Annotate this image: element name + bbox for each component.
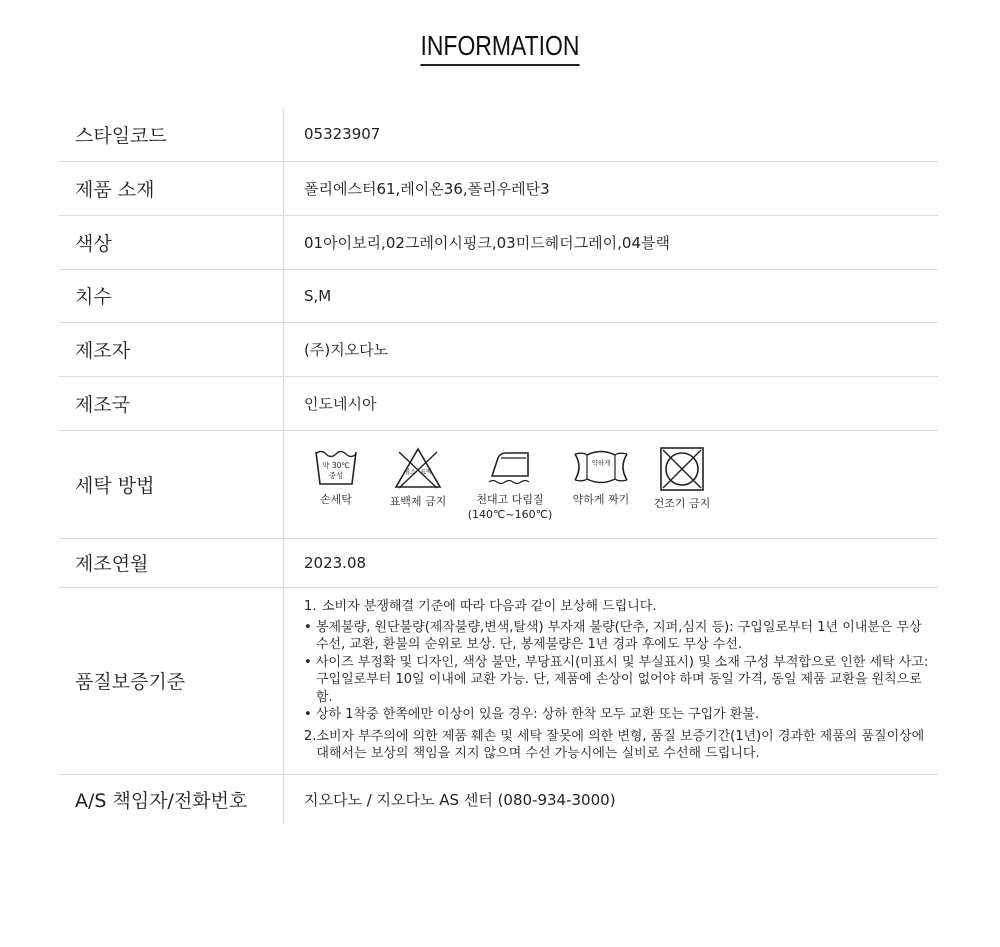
row-value: 지오다노 / 지오다노 AS 센터 (080-934-3000) (304, 790, 616, 809)
care-item (380, 446, 456, 509)
info-table (59, 108, 939, 824)
table-row (59, 322, 939, 376)
row-label: 세탁 방법 (59, 430, 284, 538)
care-top-text: 약 30℃ (322, 461, 350, 470)
list-item: • 봉제불량, 원단불량(제작불량,변색,탈색) 부자재 불량(단추, 지퍼,심지 등): 구입일로부터 1년 이내분은 무상수선, 교환, 환불의 순위로 보상. 단, 봉제불량은 1년 경과 후에도 무상 수선. (304, 619, 929, 654)
care-bottom-text: 중성 (328, 471, 344, 480)
row-value: 폴리에스터61,레이온36,폴리우레탄3 (284, 161, 940, 215)
row-label: 제품 소재 (59, 161, 284, 215)
care-label-line: (140℃~160℃) (467, 508, 553, 521)
table-row (59, 538, 939, 587)
table-row (59, 587, 939, 774)
row-value (284, 587, 940, 774)
warranty-bullets (304, 619, 929, 724)
hand-wash-icon (313, 446, 359, 488)
care-item (304, 446, 368, 507)
row-value: 05323907 (284, 108, 940, 161)
table-row (59, 108, 939, 161)
row-label: 품질보증기준 (59, 587, 284, 774)
table-row (59, 376, 939, 430)
page-title-wrap (0, 30, 1000, 66)
warranty-number: 1. (304, 599, 317, 615)
row-value: 01아이보리,02그레이시핑크,03미드헤더그레이,04블랙 (284, 215, 940, 269)
warranty-item (304, 598, 929, 616)
table-row (59, 215, 939, 269)
warranty-number: 2. (304, 728, 317, 744)
care-item (650, 446, 714, 511)
care-label (468, 492, 553, 522)
care-label-line: 천대고 다림질 (476, 493, 544, 506)
care-top-text: 염소 (404, 469, 416, 476)
care-bottom-text: 표백 (420, 469, 432, 476)
warranty-item-text: 소비자 분쟁해결 기준에 따라 다음과 같이 보상해 드립니다. (322, 599, 657, 615)
table-row (59, 269, 939, 322)
row-value: S,M (284, 269, 940, 322)
warranty-item-text: 소비자 부주의에 의한 제품 훼손 및 세탁 잘못에 의한 변형, 품질 보증기간(1년)이 경과한 제품의 품질이상에 대해서는 보상의 책임을 지지 않으며 수선 가능시에는 실비로 수선해 드립니다. (316, 728, 925, 762)
care-top-text: 약하게 (591, 459, 611, 467)
no-bleach-icon (393, 446, 443, 490)
list-item: • 사이즈 부정확 및 디자인, 색상 불만, 부당표시(미표시 및 부실표시) 및 소재 구성 부적합으로 인한 세탁 사고: 구입일로부터 10일 이내에 교환 가능. 단, 제품에 손상이 없어야 하며 동일 가격, 동일 제품 교환을 원칙으로 함. (304, 654, 929, 707)
row-label: 색상 (59, 215, 284, 269)
care-label: 건조기 금지 (653, 497, 711, 510)
warranty-item (304, 728, 929, 763)
warranty-text (304, 598, 939, 763)
row-value (284, 430, 940, 538)
row-label: 제조연월 (59, 538, 284, 587)
page-title: INFORMATION (420, 30, 579, 66)
care-label: 약하게 짜기 (572, 493, 630, 506)
row-value: (주)지오다노 (284, 322, 940, 376)
list-item: • 상하 1착중 한쪽에만 이상이 있을 경우: 상하 한착 모두 교환 또는 구입가 환불. (304, 706, 929, 724)
table-row (59, 774, 939, 824)
row-value: 2023.08 (284, 538, 940, 587)
care-item (468, 446, 552, 522)
row-label: 치수 (59, 269, 284, 322)
row-label: 제조국 (59, 376, 284, 430)
care-label: 손세탁 (320, 493, 352, 506)
care-label: 표백제 금지 (389, 495, 447, 508)
table-row (59, 430, 939, 538)
table-row (59, 161, 939, 215)
no-tumble-dry-icon (659, 446, 705, 492)
row-label: 스타일코드 (59, 108, 284, 161)
care-item (564, 446, 638, 507)
row-label: 제조자 (59, 322, 284, 376)
row-label: A/S 책임자/전화번호 (59, 774, 284, 824)
care-icons (304, 446, 939, 522)
gentle-wring-icon (571, 446, 631, 488)
row-value: 인도네시아 (284, 376, 940, 430)
iron-icon (486, 446, 534, 488)
